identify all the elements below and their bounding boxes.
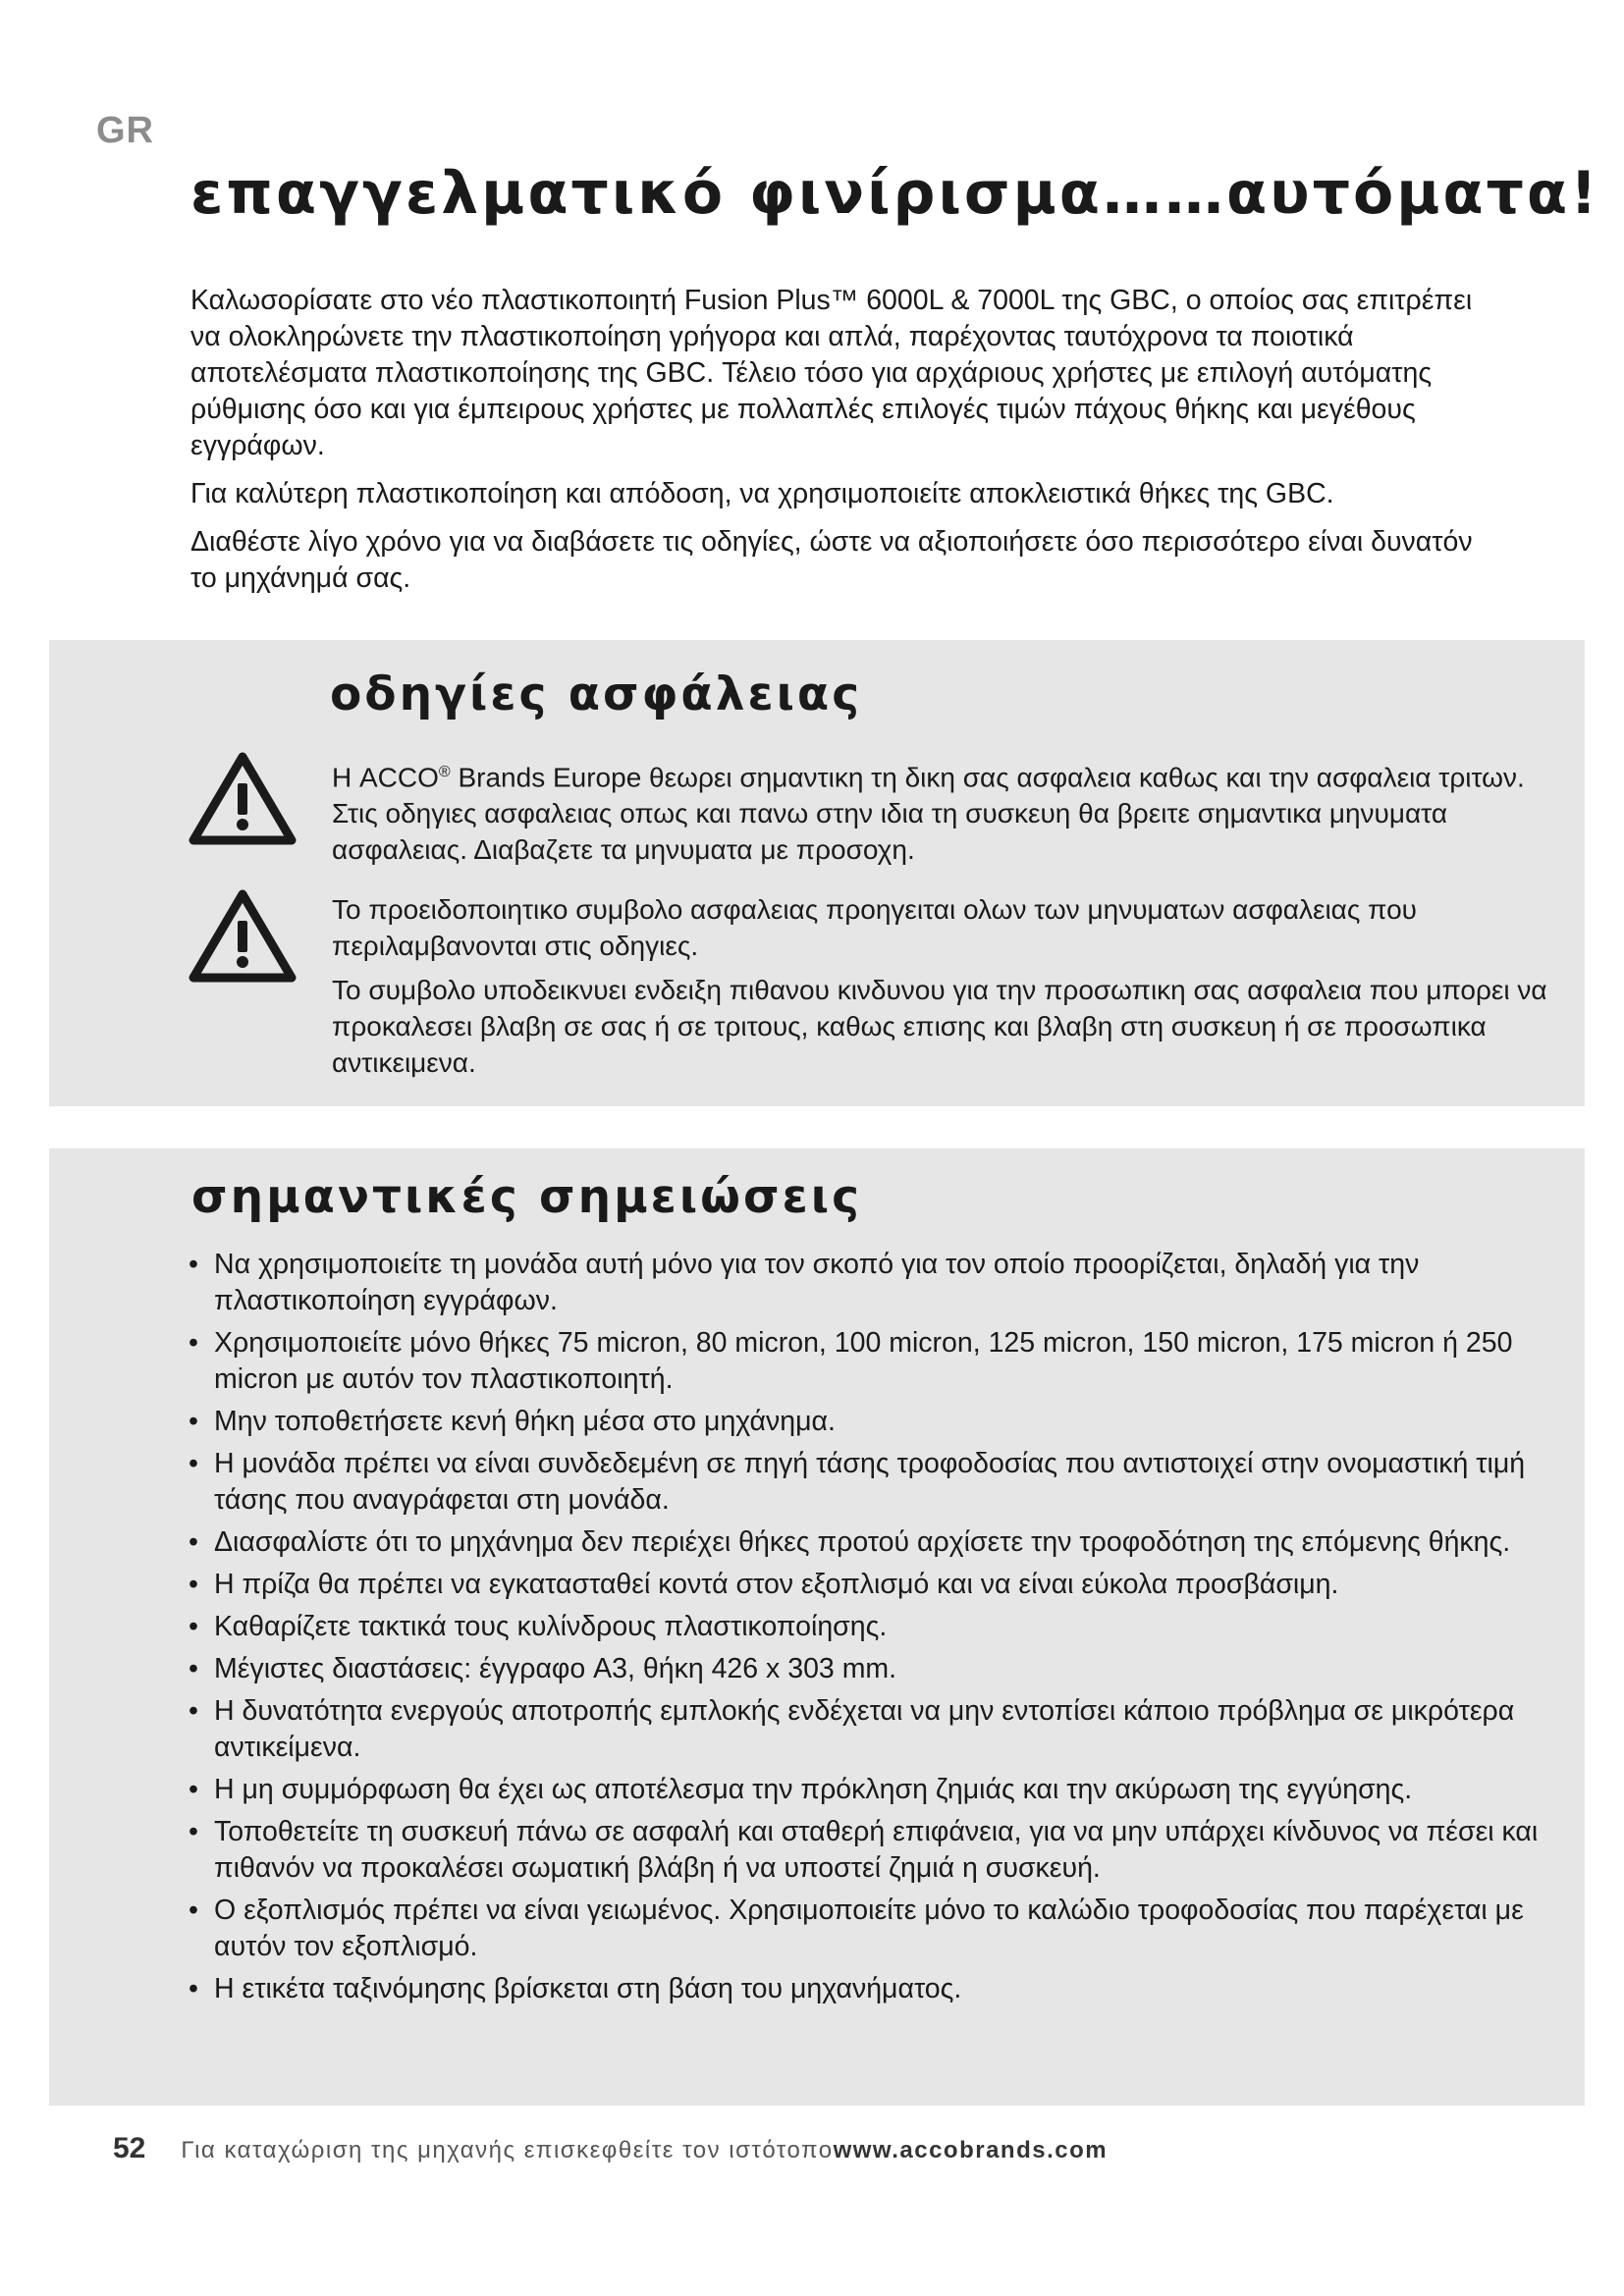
safety-message-2 [332,891,1549,1089]
safety-text: Το προειδοποιητικο συμβολο ασφαλειας προηγειται ολων των μηνυματων ασφαλειας που περιλαμβανονται στις οδηγιες. [332,894,1417,961]
footer-text: Για καταχώριση της μηχανής επισκεφθείτε τον ιστότοπο [181,2137,834,2163]
safety-text: Το συμβολο υποδεικνυει ενδειξη πιθανου κινδυνου για την προσωπικη σας ασφαλεια που μπορει να προκαλεσει βλαβη σε σας ή σε τριτους, καθως επισης και βλαβη στη συσκευη ή σε προσωπικα αντικειμενα. [332,975,1547,1078]
list-item: • Ο εξοπλισμός πρέπει να είναι γειωμένος. Χρησιμοποιείτε μόνο το καλώδιο τροφοδοσίας που παρέχεται με αυτόν τον εξοπλισμό. [185,1893,1540,1965]
list-item: • Να χρησιμοποιείτε τη μονάδα αυτή μόνο για τον σκοπό για τον οποίο προορίζεται, δηλαδή για την πλαστικοποίηση εγγράφων. [185,1247,1540,1319]
page-title: επαγγελματικό φινίρισμα……αυτόματα! [190,159,1600,228]
list-item: • Η πρίζα θα πρέπει να εγκατασταθεί κοντά στον εξοπλισμό και να είναι εύκολα προσβάσιμη. [185,1567,1540,1603]
safety-panel [49,640,1585,1106]
intro-section [190,283,1506,609]
safety-text: Brands Europe θεωρει σημαντικη τη δικη σας ασφαλεια καθως και την ασφαλεια τριτων. Στις οδηγιες ασφαλειας οπως και πανω στην ιδια τη συσκευη θα βρειτε σημαντικα μηνυματα ασφαλειας. Διαβαζετε τα μηνυματα με προσοχη. [332,762,1525,866]
list-item: • Η δυνατότητα ενεργούς αποτροπής εμπλοκής ενδέχεται να μην εντοπίσει κάποιο πρόβλημα σε μικρότερα αντικείμενα. [185,1693,1540,1766]
intro-paragraph: Διαθέστε λίγο χρόνο για να διαβάσετε τις οδηγίες, ώστε να αξιοποιήσετε όσο περισσότερο είναι δυνατόν το μηχάνημά σας. [190,526,1473,594]
list-item: • Χρησιμοποιείτε μόνο θήκες 75 micron, 80 micron, 100 micron, 125 micron, 150 micron, 175 micron ή 250 micron με αυτόν τον πλαστικοποιητή. [185,1325,1540,1398]
intro-paragraph: Για καλύτερη πλαστικοποίηση και απόδοση, να χρησιμοποιείτε αποκλειστικά θήκες της GBC. [190,478,1334,509]
warning-triangle-icon [189,752,297,846]
list-item: • Η μη συμμόρφωση θα έχει ως αποτέλεσμα την πρόκληση ζημιάς και την ακύρωση της εγγύησης. [185,1772,1540,1808]
list-item: • Η ετικέτα ταξινόμησης βρίσκεται στη βάση του μηχανήματος. [185,1971,1540,2007]
notes-list [185,1247,1540,2013]
list-item: • Μέγιστες διαστάσεις: έγγραφο A3, θήκη 426 x 303 mm. [185,1651,1540,1687]
safety-title: οδηγίες ασφάλειας [330,667,863,721]
list-item: • Καθαρίζετε τακτικά τους κυλίνδρους πλαστικοποίησης. [185,1609,1540,1645]
safety-message-1 [332,754,1549,876]
language-code: GR [96,110,154,151]
page-number: 52 [113,2132,146,2164]
notes-title: σημαντικές σημειώσεις [191,1170,862,1224]
list-item: • Τοποθετείτε τη συσκευή πάνω σε ασφαλή και σταθερή επιφάνεια, για να μην υπάρχει κίνδυνος να πέσει και πιθανόν να προκαλέσει σωματική βλάβη ή να υποστεί ζημιά η συσκευή. [185,1814,1540,1887]
intro-paragraph: Καλωσορίσατε στο νέο πλαστικοποιητή Fusion Plus™ 6000L & 7000L της GBC, ο οποίος σας επιτρέπει να ολοκληρώνετε την πλαστικοποίηση γρήγορα και απλά, παρέχοντας ταυτόχρονα τα ποιοτικά αποτελέσματα πλαστικοποίησης της GBC. Τέλειο τόσο για αρχάριους χρήστες με επιλογή αυτόματης ρύθμισης όσο και για έμπειρους χρήστες με πολλαπλές επιλογές τιμών πάχους θήκης και μεγέθους εγγράφων. [190,285,1473,461]
registered-mark: ® [438,764,451,780]
website-link[interactable]: www.accobrands.com [833,2137,1109,2163]
brand-name: Η ACCO [332,762,439,793]
warning-triangle-icon [189,889,297,984]
notes-panel [49,1148,1585,2106]
page-footer [113,2132,1108,2165]
list-item: • Μην τοποθετήσετε κενή θήκη μέσα στο μηχάνημα. [185,1404,1540,1440]
list-item: • Η μονάδα πρέπει να είναι συνδεδεμένη σε πηγή τάσης τροφοδοσίας που αντιστοιχεί στην ονομαστική τιμή τάσης που αναγράφεται στη μονάδα. [185,1446,1540,1519]
list-item: • Διασφαλίστε ότι το μηχάνημα δεν περιέχει θήκες προτού αρχίσετε την τροφοδότηση της επόμενης θήκης. [185,1524,1540,1561]
